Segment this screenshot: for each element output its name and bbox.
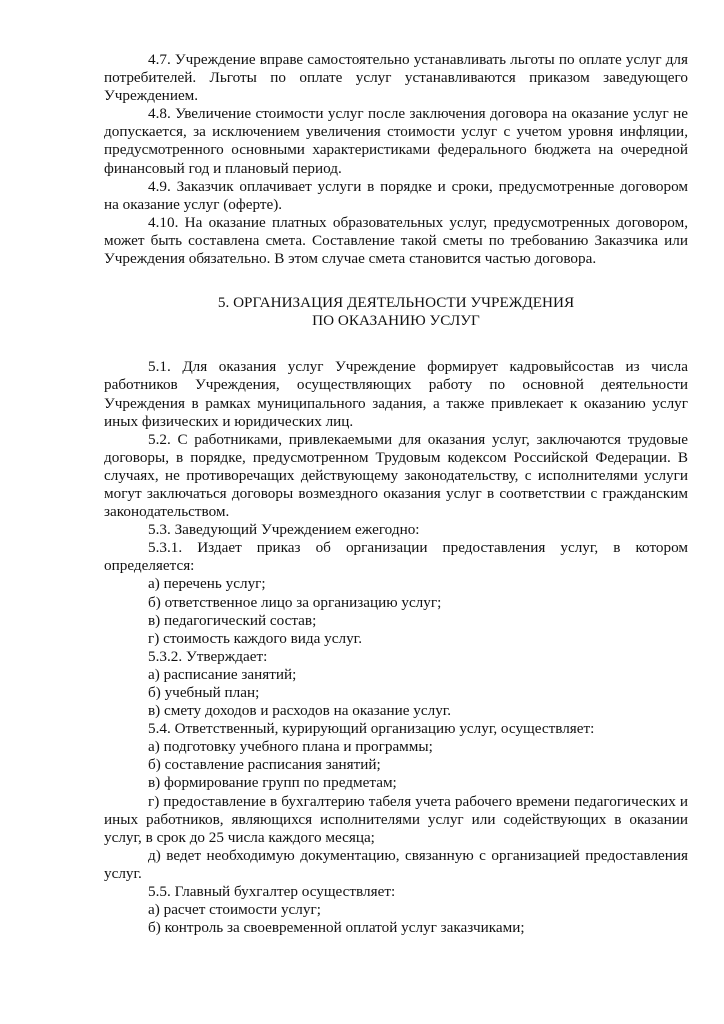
list-item: в) формирование групп по предметам; bbox=[148, 774, 397, 792]
list-item: б) ответственное лицо за организацию услуг; bbox=[148, 593, 442, 611]
paragraph-5-4: 5.4. Ответственный, курирующий организацию услуг, осуществляет: bbox=[148, 720, 595, 738]
list-item: в) смету доходов и расходов на оказание услуг. bbox=[148, 702, 452, 720]
list-item: а) расчет стоимости услуг; bbox=[148, 901, 321, 919]
paragraph-5-3: 5.3. Заведующий Учреждением ежегодно: bbox=[148, 521, 420, 539]
list-item: б) составление расписания занятий; bbox=[148, 756, 381, 774]
paragraph-4-10: 4.10. На оказание платных образовательных услуг, предусмотренных договором, может быть составлена смета. Составление такой сметы по требованию Заказчика или Учреждения обязательно. В этом случае смета становится частью договора. bbox=[104, 213, 688, 268]
list-item: б) учебный план; bbox=[148, 684, 260, 701]
list-item: д) ведет необходимую документацию, связанную с организацией предоставления услуг. bbox=[104, 846, 688, 882]
list-item: б) контроль за своевременной оплатой услуг заказчиками; bbox=[148, 919, 525, 937]
section-5-heading-line-1: 5. ОРГАНИЗАЦИЯ ДЕЯТЕЛЬНОСТИ УЧРЕЖДЕНИЯ bbox=[217, 294, 575, 312]
list-item: а) подготовку учебного плана и программы; bbox=[148, 738, 433, 756]
list-item: г) стоимость каждого вида услуг. bbox=[148, 629, 362, 647]
section-5-heading-line-2: ПО ОКАЗАНИЮ УСЛУГ bbox=[312, 312, 480, 330]
paragraph-5-3-2: 5.3.2. Утверждает: bbox=[148, 647, 268, 665]
paragraph-5-2: 5.2. С работниками, привлекаемыми для оказания услуг, заключаются трудовые договоры, в порядке, предусмотренном Трудовым кодексом Российской Федерации. В случаях, не противоречащих действующему законодательству, с исполнителями услуги могут заключаться договоры возмездного оказания услуг в соответствии с гражданским законодательством. bbox=[104, 430, 688, 521]
paragraph-4-9: 4.9. Заказчик оплачивает услуги в порядке и сроки, предусмотренные договором на оказание услуг (оферте). bbox=[104, 177, 688, 213]
paragraph-4-7: 4.7. Учреждение вправе самостоятельно устанавливать льготы по оплате услуг для потребителей. Льготы по оплате услуг устанавливаются приказом заведующего Учреждением. bbox=[104, 51, 688, 105]
paragraph-4-8: 4.8. Увеличение стоимости услуг после заключения договора на оказание услуг не допускается, за исключением увеличения стоимости услуг с учетом уровня инфляции, предусмотренного основными характеристиками федерального бюджета на очередной финансовый год и плановый период. bbox=[104, 105, 688, 177]
list-item: в) педагогический состав; bbox=[148, 611, 317, 629]
paragraph-5-1: 5.1. Для оказания услуг Учреждение формирует кадровыйсостав из числа работников Учреждения, осуществляющих работу по основной деятельности Учреждения в рамках муниципального задания, а также привлекает к оказанию услуг иных физических и юридических лиц. bbox=[104, 358, 688, 430]
list-item: а) расписание занятий; bbox=[148, 665, 297, 683]
paragraph-5-5: 5.5. Главный бухгалтер осуществляет: bbox=[148, 883, 396, 901]
list-item: г) предоставление в бухгалтерию табеля учета рабочего времени педагогических и иных работников, являющихся исполнителями услуг или содействующих в оказании услуг, в срок до 25 числа каждого месяца; bbox=[104, 792, 688, 846]
list-item: а) перечень услуг; bbox=[148, 575, 266, 593]
paragraph-5-3-1: 5.3.1. Издает приказ об организации предоставления услуг, в котором определяется: bbox=[104, 539, 688, 575]
